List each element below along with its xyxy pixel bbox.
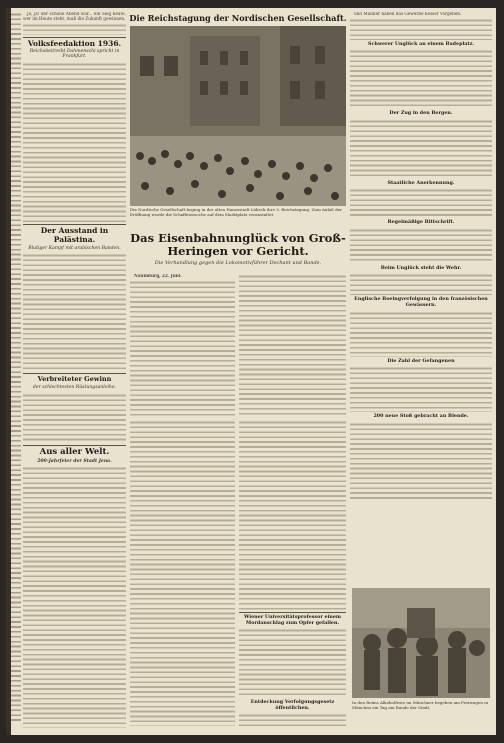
lower-column-a bbox=[130, 420, 235, 726]
article-headline-verfolgung: Entdeckung Verfolgungsgesetz öffentlichen. bbox=[250, 699, 335, 711]
railway-text-col-b bbox=[239, 274, 346, 416]
festival-photo-caption: In den Reims Alkoholfeste im Münchner begehen am Festwagen in München ein Tag am Rande der Stadt. bbox=[352, 700, 489, 710]
photo-caption: Die Nordische Gesellschaft beging in der alten Hansestadt Lübeck ihre 3. Reichstagung. Zum Anlaß der Eröffnung wurde die Schaffenswoche auf dem Marktplatz veranstaltet. bbox=[130, 207, 342, 217]
previous-page-edge bbox=[11, 12, 21, 722]
dateline: Naumburg, 22. Juni. bbox=[134, 274, 182, 278]
newspaper-page bbox=[6, 8, 496, 735]
article-headline-gewinn: Verbreiteter Gewinn bbox=[37, 375, 112, 384]
article-headline-zug: Der Zug in den Bergen. bbox=[389, 110, 453, 117]
article-headline-wehr: Beim Unglück steht die Wehr. bbox=[380, 264, 462, 271]
festival-photo bbox=[352, 588, 490, 698]
railway-text-col-a bbox=[130, 274, 235, 416]
left-column bbox=[23, 12, 126, 728]
crowd-photo bbox=[130, 26, 346, 206]
article-headline-blende: 200 neue Stoß gebracht an Blende. bbox=[373, 413, 469, 420]
main-headline: Die Reichstagung der Nordischen Gesellschaft. bbox=[129, 13, 347, 23]
article-subheadline: der schlechtesten Rüstungsanleihe. bbox=[32, 384, 117, 390]
article-headline-volksfeedaktion: Volksfeedaktion 1936. bbox=[27, 38, 122, 48]
lower-column-b bbox=[239, 420, 346, 726]
article-subheadline: Blutiger Kampf mit arabischen Banden. bbox=[28, 245, 121, 251]
article-headline-badeplatz: Schwerer Unglück an einem Badeplatz. bbox=[368, 40, 474, 47]
article-headline-bittschrift: Regelmäßige Bittschrift. bbox=[387, 219, 455, 226]
article-headline-gefangene: Die Zahl der Gefangenen bbox=[387, 357, 455, 364]
main-headline-block bbox=[128, 12, 348, 25]
intro-text: und Männer haben das Gewerbe besser vorgehen. bbox=[354, 12, 462, 16]
railway-subheadline: Die Verhandlung gegen die Lokomotivführer Dechant und Bande. bbox=[154, 260, 322, 267]
right-column bbox=[350, 12, 492, 592]
festival-photo-image bbox=[352, 588, 490, 698]
railway-headline: Das Eisenbahnunglück von Groß-Heringen vor Gericht. bbox=[130, 231, 346, 259]
article-headline-boeing: Englische Boeingverfolgung in den französischen Gewässern. bbox=[354, 296, 488, 308]
article-headline-wiener: Wiener Universitätsprofessor einem Mordanschlag zum Opfer gefallen. bbox=[243, 614, 342, 626]
intro-text: Ja, ja! der schöne Abend war... ein Sieg heute, wer im Heute steht, muß die Zukunft gewinnen. bbox=[23, 12, 126, 21]
article-headline-palaestina: Der Ausstand in Palästina. bbox=[40, 226, 109, 244]
railway-article-header bbox=[130, 230, 346, 268]
article-subheadline: 200-Jahrfeier der Stadt Jena. bbox=[37, 458, 112, 464]
crowd-photo-image bbox=[130, 26, 346, 206]
article-headline-anerkennung: Staatliche Anerkennung. bbox=[387, 179, 455, 186]
article-headline-aus-aller-welt: Aus aller Welt. bbox=[39, 446, 110, 457]
article-subheadline: Reichsbeitreibt Dahmenschi spricht in Frankfurt. bbox=[29, 49, 120, 60]
